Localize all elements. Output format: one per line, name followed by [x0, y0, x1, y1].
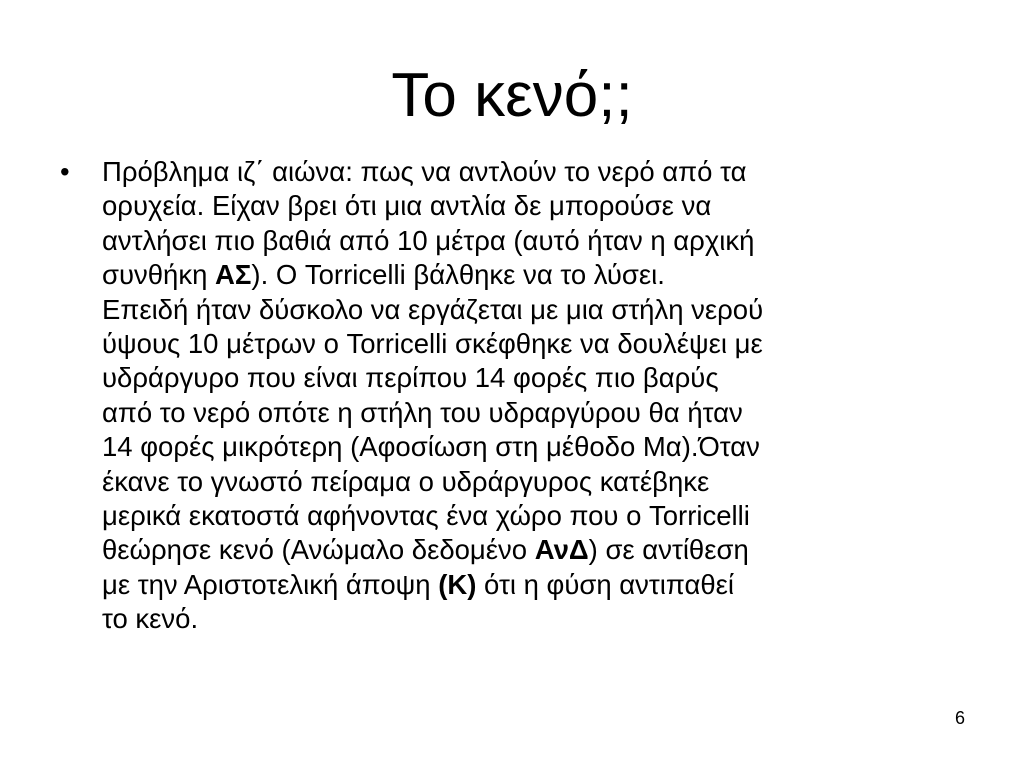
text-segment: μερικά εκατοστά αφήνοντας ένα χώρο που ο Torricelli: [102, 500, 750, 532]
text-segment: ύψους 10 μέτρων ο Torricelli σκέφθηκε να δουλέψει με: [102, 328, 763, 360]
text-line: [102, 327, 968, 361]
text-segment: Πρόβλημα ιζ΄ αιώνα: πως να αντλούν το νερό από τα: [102, 156, 747, 187]
text-line: [102, 465, 968, 499]
text-segment: 14 φορές μικρότερη (Αφοσίωση στη μέθοδο Μα).Όταν: [102, 431, 760, 463]
text-line: [102, 155, 968, 189]
text-segment: από το νερό οπότε η στήλη του υδραργύρου θα ήταν: [102, 396, 743, 428]
text-line: [102, 602, 968, 636]
text-line: [102, 430, 968, 464]
text-segment: ) σε αντίθεση: [588, 534, 749, 566]
text-segment: θεώρησε κενό (Ανώμαλο δεδομένο: [102, 534, 535, 566]
bold-term: ΑΣ: [215, 259, 252, 291]
text-line: [102, 224, 968, 258]
slide-title: Το κενό;;: [391, 61, 633, 130]
text-segment: με την Αριστοτελική άποψη: [102, 568, 439, 600]
text-line: [102, 293, 968, 327]
text-line: [102, 396, 968, 430]
text-segment: το κενό.: [102, 603, 199, 635]
text-segment: Επειδή ήταν δύσκολο να εργάζεται με μια στήλη νερού: [102, 293, 764, 325]
text-segment: αντλήσει πιο βαθιά από 10 μέτρα (αυτό ήταν η αρχική: [102, 224, 755, 256]
text-line: [102, 533, 968, 567]
text-segment: υδράργυρο που είναι περίπου 14 φορές πιο βαρύς: [102, 362, 719, 394]
bold-term: ΑνΔ: [534, 534, 589, 566]
bullet-text: [102, 155, 968, 637]
text-line: [102, 361, 968, 395]
bullet-item: [58, 155, 968, 637]
text-line: [102, 499, 968, 533]
bullet-list: [58, 155, 968, 637]
text-segment: συνθήκη: [102, 259, 216, 291]
bold-term: (Κ): [438, 568, 477, 600]
text-line: [102, 568, 968, 602]
page-number: 6: [954, 708, 965, 728]
text-segment: έκανε το γνωστό πείραμα ο υδράργυρος κατέβηκε: [102, 465, 710, 497]
text-line: [102, 258, 968, 292]
text-segment: ). Ο Torricelli βάλθηκε να το λύσει.: [251, 259, 665, 291]
text-segment: ότι η φύση αντιπαθεί: [476, 568, 735, 600]
text-segment: ορυχεία. Είχαν βρει ότι μια αντλία δε μπορούσε να: [102, 190, 712, 222]
text-line: [102, 189, 968, 223]
bullet-point-icon: •: [60, 156, 70, 187]
